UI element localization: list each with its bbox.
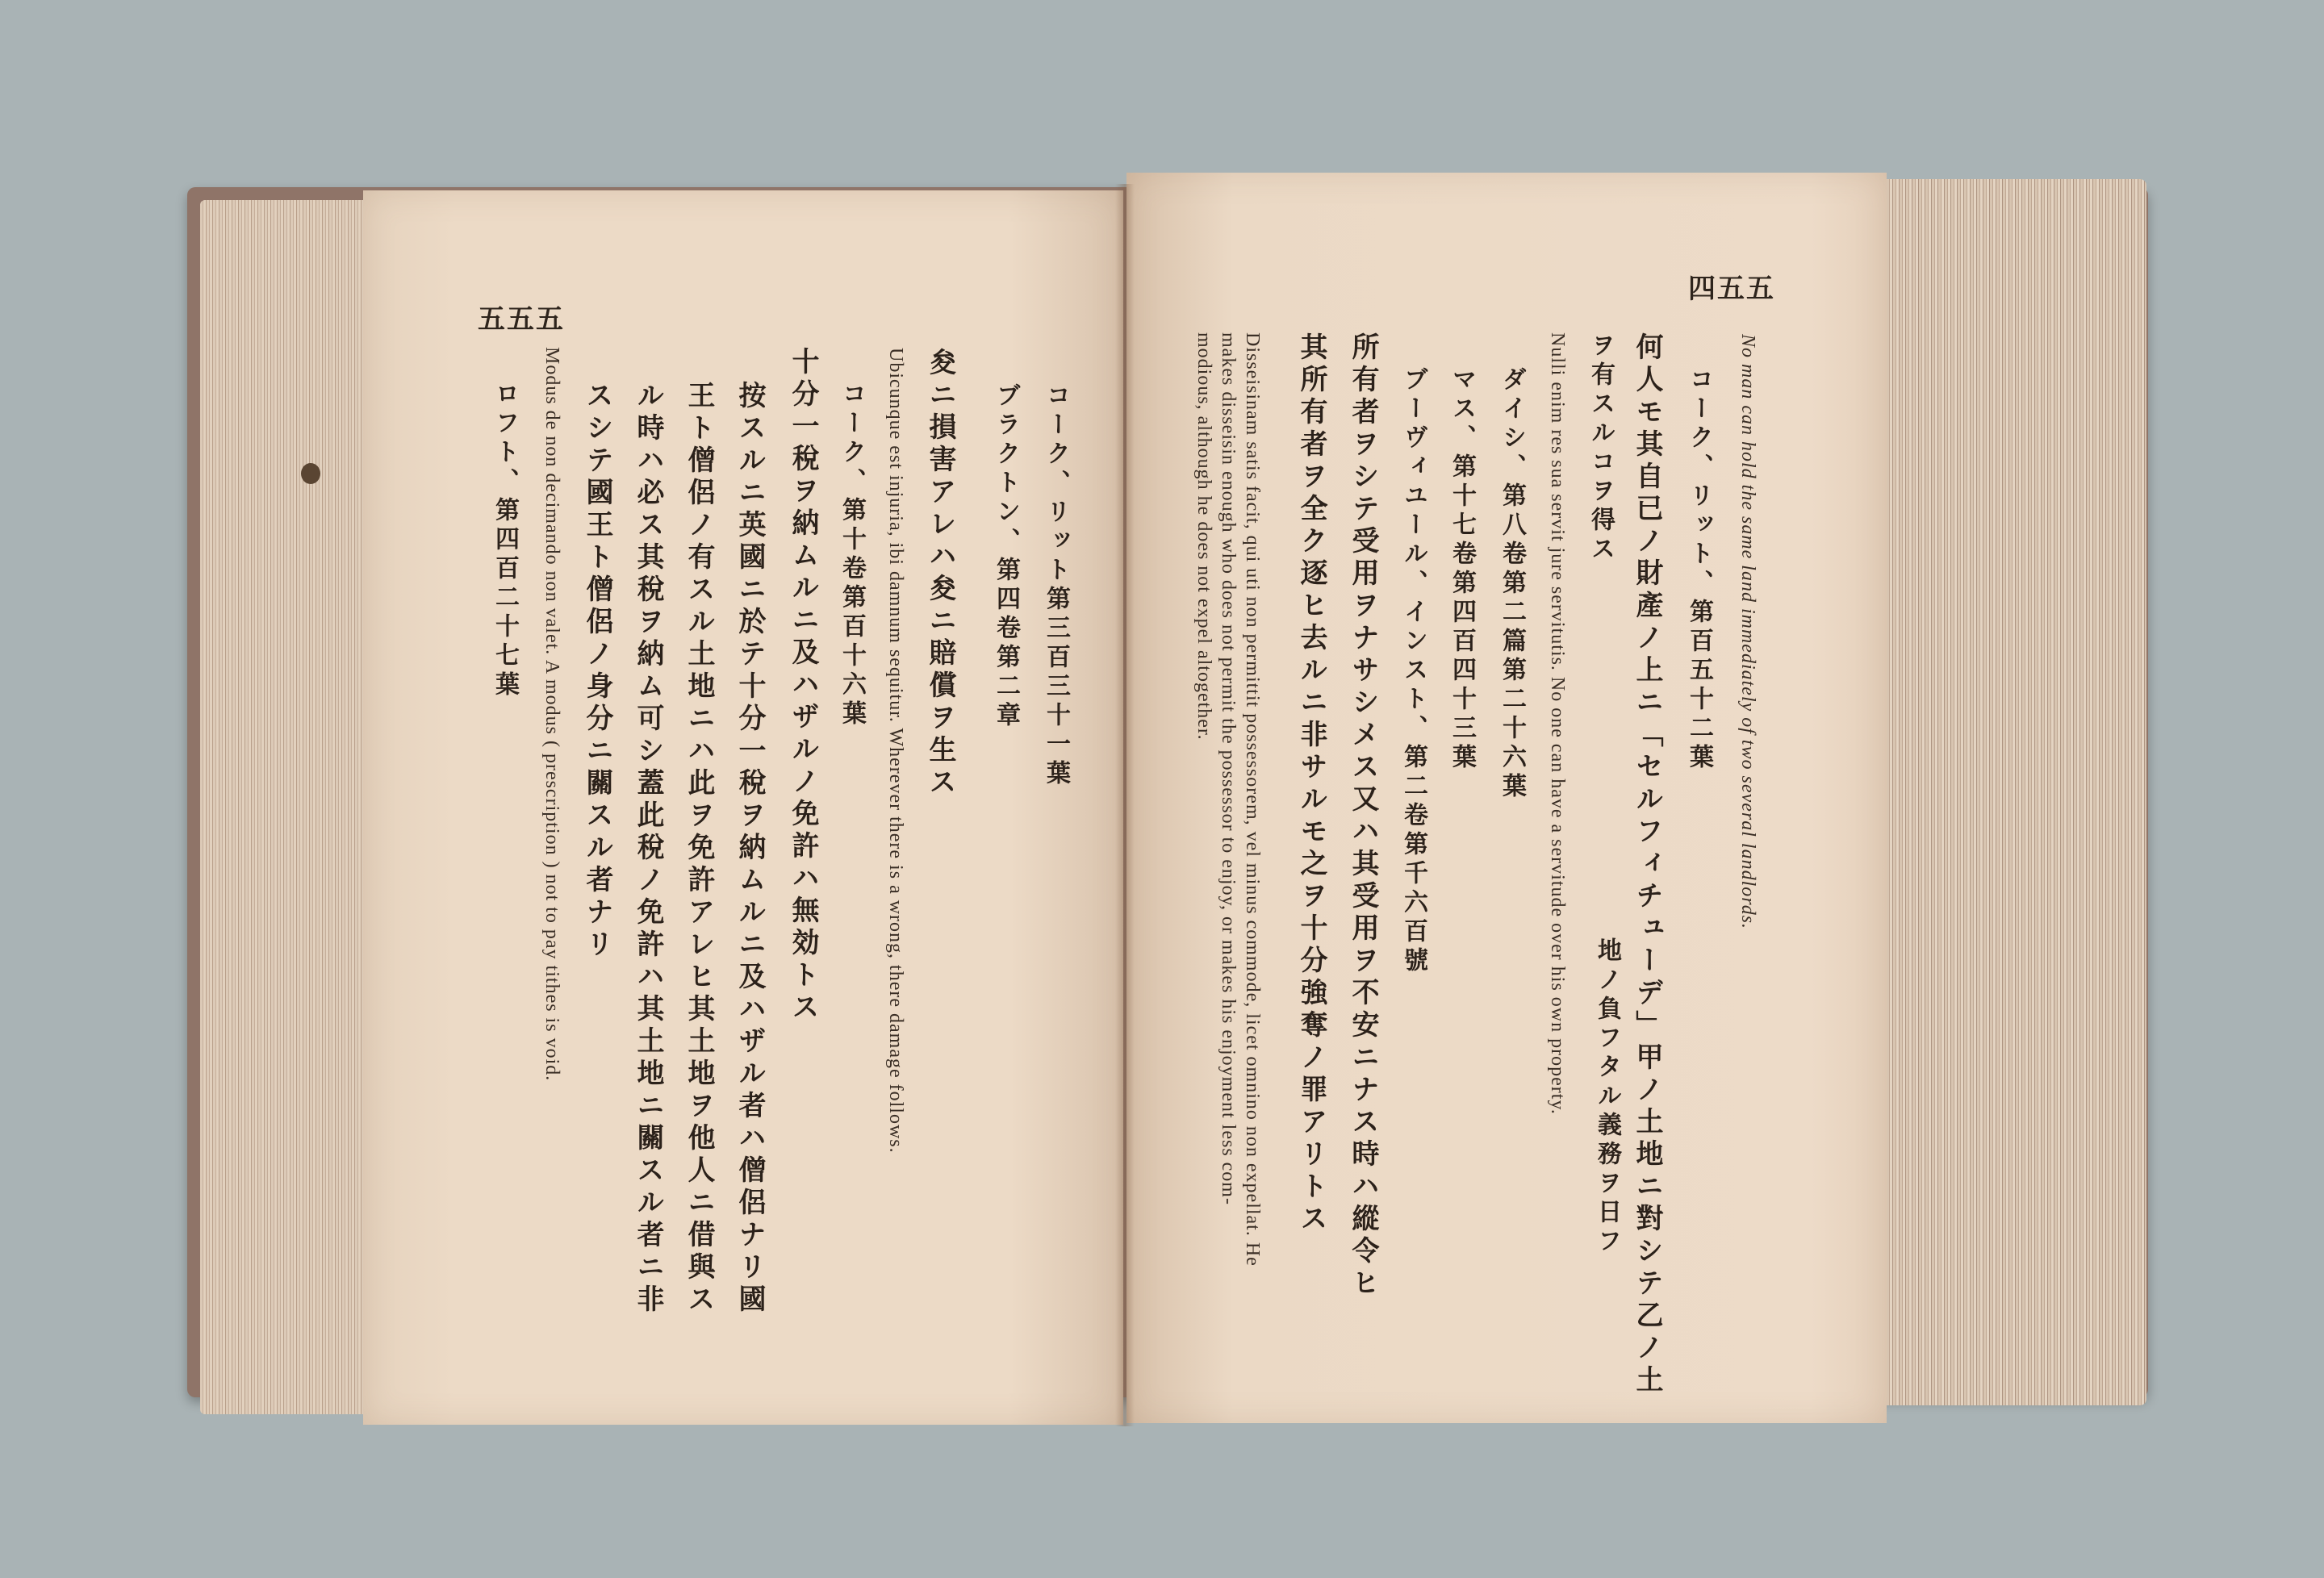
right-body-note: 地ノ負フタル義務ヲ日フ — [1593, 937, 1621, 1257]
left-body-line-5: スシテ國王ト僧侶ノ身分ニ關スル者ナリ — [581, 381, 613, 962]
right-body-line-2: ヲ有スルコヲ得ス — [1586, 332, 1615, 565]
left-maxim-latin-english: Ubicunque est injuria, ibi damnum sequitur. Wherever there is a wrong, there damage follows. — [885, 348, 906, 1154]
left-body-line-2: 按スルニ英國ニ於テ十分一稅ヲ納ムルニ及ハザル者ハ僧侶ナリ國 — [734, 381, 766, 1317]
right-maxim-disseisin-3: modious, although he does not expel altogether. — [1193, 332, 1214, 741]
right-maxim-disseisin-1: Disseisinam satis facit, qui uti non permittit possessorem, vel minus commode, licet omnino non expellat. He — [1242, 332, 1263, 1267]
right-body-line-1: 何人モ其自已ノ財產ノ上ニ「セルフィチューデ」甲ノ土地ニ對シテ乙ノ土 — [1631, 332, 1663, 1397]
left-maxim-japanese: 夋ニ損害アレハ夋ニ賠償ヲ生ス — [924, 348, 956, 799]
left-citation-bracton: ブラクトン、第四卷第二章 — [992, 382, 1020, 731]
right-citation-bouvier: ブーヴィユール、インスト、第二卷第千六百號 — [1399, 366, 1427, 976]
left-body-line-3: 王ト僧侶ノ有スル土地ニハ此ヲ免許アレヒ其土地ヲ他人ニ借與ス — [683, 381, 715, 1317]
left-page-edges — [200, 200, 370, 1414]
left-page — [363, 190, 1123, 1425]
right-body-line-4: 其所有者ヲ全ク逐ヒ去ルニ非サルモ之ヲ十分強奪ノ罪アリトス — [1295, 332, 1327, 1236]
right-page — [1126, 173, 1887, 1423]
right-body-line-3: 所有者ヲシテ受用ヲナサシメス又ハ其受用ヲ不安ニナス時ハ縱令ヒ — [1347, 332, 1379, 1300]
left-body-line-1: 十分一稅ヲ納ムルニ及ハザルノ免許ハ無効トス — [787, 347, 819, 1025]
left-body-line-4: ル時ハ必ス其稅ヲ納ム可シ蓋此稅ノ免許ハ其土地ニ關スル者ニ非 — [632, 381, 664, 1317]
right-citation-coke-152: コーク、リット、第百五十二葉 — [1685, 366, 1713, 773]
left-citation-lofft: ロフト、第四百二十七葉 — [491, 381, 519, 700]
left-citation-coke-331: コーク、リット第三百三十一葉 — [1042, 382, 1070, 789]
left-maxim-modus: Modus de non decimando non valet. A modus ( prescription ) not to pay tithes is void. — [541, 347, 562, 1082]
left-citation-coke-116: コーク、第十卷第百十六葉 — [838, 381, 866, 729]
right-maxim-english-heading: No man can hold the same land immediately of two several landlords. — [1737, 334, 1758, 930]
book-gutter — [1115, 184, 1135, 1426]
right-citation-dicey: ダイシ、第八卷第二篇第二十六葉 — [1498, 366, 1526, 802]
page-hole — [301, 463, 320, 484]
right-page-number: 四五五 — [1688, 273, 1775, 305]
right-maxim-nulli: Nulli enim res sua servit jure servitutis. No one can have a servitude over his own property. — [1547, 332, 1568, 1115]
left-page-number: 五五五 — [478, 303, 565, 336]
right-maxim-disseisin-2: makes disseisin enough who does not permit the possessor to enjoy, or makes his enjoyment less com- — [1218, 332, 1239, 1205]
right-page-edges — [1880, 179, 2146, 1405]
right-citation-mass: マス、第十七卷第四百四十三葉 — [1448, 366, 1476, 773]
